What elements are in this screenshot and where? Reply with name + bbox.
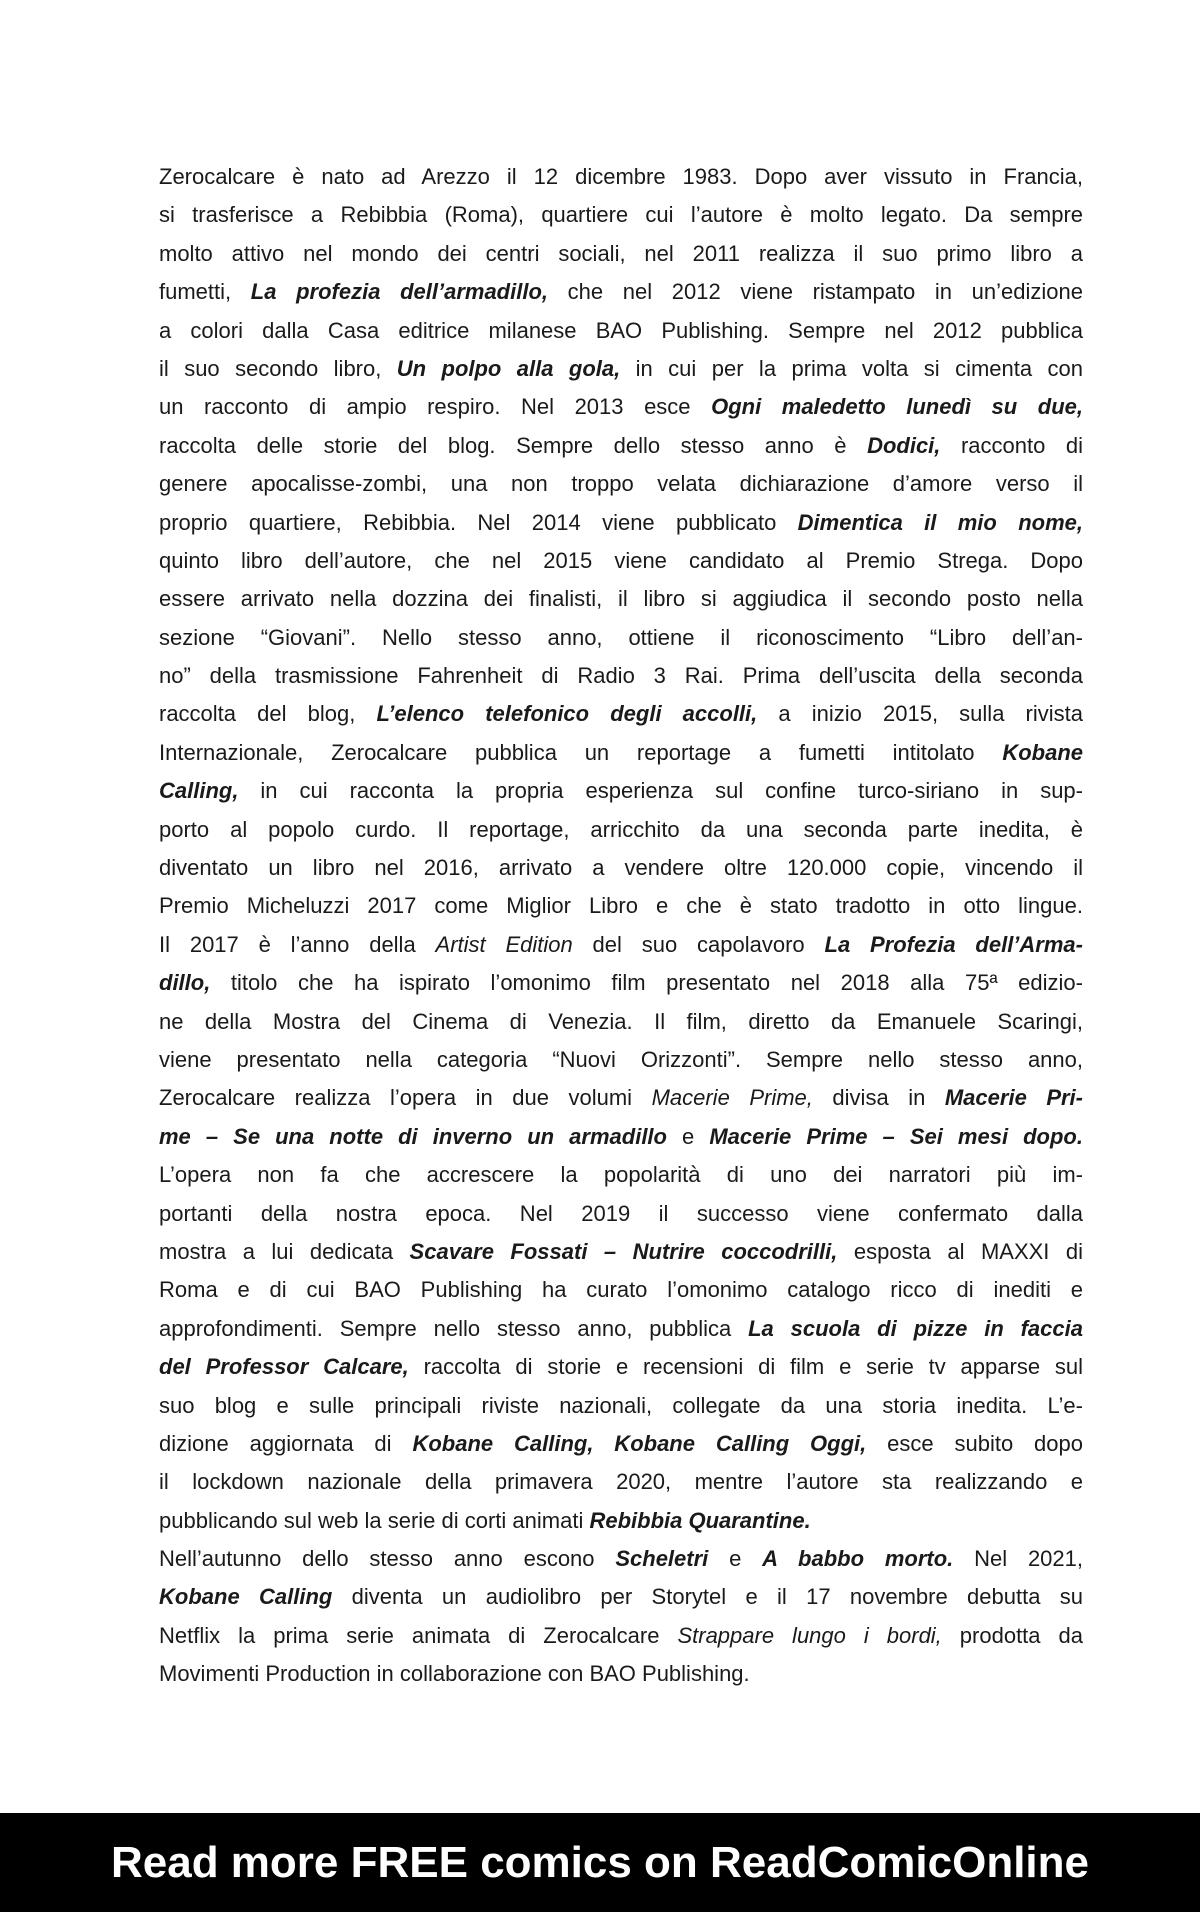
text-segment: Il 2017 è l’anno della <box>159 931 436 957</box>
text-line <box>159 388 1083 426</box>
text-line <box>159 772 1083 810</box>
text-line <box>159 1195 1083 1233</box>
book-title: L’elenco telefonico degli accolli, <box>376 701 758 727</box>
text-line <box>159 1617 1083 1655</box>
book-title: Macerie Prime – Sei mesi dopo. <box>709 1123 1083 1149</box>
book-title: La Profezia dell’Arma- <box>824 931 1083 957</box>
text-segment: ne della Mostra del Cinema di Venezia. Il film, diretto da Emanuele Scaringi, <box>159 1008 1083 1034</box>
book-title: Dodici, <box>867 432 941 458</box>
text-segment: il suo secondo libro, <box>159 355 397 381</box>
text-segment: Nell’autunno dello stesso anno escono <box>159 1546 616 1572</box>
book-title: Rebibbia Quarantine. <box>589 1507 811 1533</box>
text-segment: raccolta delle storie del blog. Sempre dello stesso anno è <box>159 432 868 458</box>
book-title: me – Se una notte di inverno un armadillo <box>159 1123 667 1149</box>
text-line <box>159 1233 1083 1271</box>
text-segment: viene presentato nella categoria “Nuovi Orizzonti”. Sempre nello stesso anno, <box>159 1046 1083 1072</box>
text-line <box>159 1348 1083 1386</box>
text-segment: Premio Micheluzzi 2017 come Miglior Libro e che è stato tradotto in otto lingue. <box>159 893 1083 919</box>
text-segment: che nel 2012 viene ristampato in un’edizione <box>548 279 1083 305</box>
text-segment: e <box>708 1546 763 1572</box>
text-segment: porto al popolo curdo. Il reportage, arricchito da una seconda parte inedita, è <box>159 816 1083 842</box>
text-segment: Nel 2021, <box>953 1546 1083 1572</box>
text-segment: portanti della nostra epoca. Nel 2019 il successo viene confermato dalla <box>159 1200 1083 1226</box>
book-title: Scavare Fossati – Nutrire coccodrilli, <box>409 1238 838 1264</box>
italic-text: Strappare lungo i bordi, <box>677 1622 942 1648</box>
text-line <box>159 1387 1083 1425</box>
text-line <box>159 1425 1083 1463</box>
text-segment: esce subito dopo <box>866 1430 1083 1456</box>
text-segment: mostra a lui dedicata <box>159 1238 410 1264</box>
text-segment: raccolta di storie e recensioni di film e serie tv apparse sul <box>408 1354 1083 1380</box>
text-segment: Internazionale, Zerocalcare pubblica un reportage a fumetti intitolato <box>159 739 1003 765</box>
text-segment: si trasferisce a Rebibbia (Roma), quartiere cui l’autore è molto legato. Da sempre <box>159 202 1083 228</box>
book-title: Kobane Calling <box>159 1584 333 1610</box>
text-segment: essere arrivato nella dozzina dei finalisti, il libro si aggiudica il secondo posto nella <box>159 586 1083 612</box>
text-segment: un racconto di ampio respiro. Nel 2013 esce <box>159 394 712 420</box>
text-segment: quinto libro dell’autore, che nel 2015 viene candidato al Premio Strega. Dopo <box>159 547 1083 573</box>
text-segment: proprio quartiere, Rebibbia. Nel 2014 viene pubblicato <box>159 509 798 535</box>
text-segment: molto attivo nel mondo dei centri sociali, nel 2011 realizza il suo primo libro a <box>159 240 1083 266</box>
text-line <box>159 811 1083 849</box>
book-title: Kobane <box>1002 739 1083 765</box>
text-line <box>159 196 1083 234</box>
promo-banner[interactable] <box>0 1813 1200 1912</box>
text-line <box>159 1003 1083 1041</box>
text-line <box>159 849 1083 887</box>
book-title: Ogni maledetto lunedì su due, <box>711 394 1084 420</box>
text-segment: in cui per la prima volta si cimenta con <box>620 355 1083 381</box>
text-segment: e <box>666 1123 710 1149</box>
text-line <box>159 887 1083 925</box>
text-line <box>159 1156 1083 1194</box>
biography-text <box>159 158 1083 1694</box>
text-line <box>159 542 1083 580</box>
text-line <box>159 235 1083 273</box>
text-line <box>159 465 1083 503</box>
text-line <box>159 580 1083 618</box>
book-title: Kobane Calling, Kobane Calling Oggi, <box>412 1430 867 1456</box>
text-segment: sezione “Giovani”. Nello stesso anno, ottiene il riconoscimento “Libro dell’an- <box>159 624 1083 650</box>
book-title: Dimentica il mio nome, <box>797 509 1083 535</box>
text-segment: pubblicando sul web la serie di corti animati <box>159 1507 590 1533</box>
text-line <box>159 427 1083 465</box>
text-segment: titolo che ha ispirato l’omonimo film presentato nel 2018 alla 75ª edizio- <box>210 970 1083 996</box>
text-segment: L’opera non fa che accrescere la popolarità di uno dei narratori più im- <box>159 1162 1083 1188</box>
text-line <box>159 1578 1083 1616</box>
text-line <box>159 1271 1083 1309</box>
text-segment: no” della trasmissione Fahrenheit di Radio 3 Rai. Prima dell’uscita della seconda <box>159 663 1083 689</box>
text-segment: diventato un libro nel 2016, arrivato a vendere oltre 120.000 copie, vincendo il <box>159 855 1083 881</box>
text-segment: approfondimenti. Sempre nello stesso anno, pubblica <box>159 1315 749 1341</box>
text-line <box>159 504 1083 542</box>
book-title: La profezia dell’armadillo, <box>250 279 549 305</box>
text-line <box>159 273 1083 311</box>
text-segment: prodotta da <box>941 1622 1083 1648</box>
book-title: Scheletri <box>615 1546 709 1572</box>
text-segment: a inizio 2015, sulla rivista <box>757 701 1084 727</box>
text-line <box>159 1079 1083 1117</box>
text-line <box>159 312 1083 350</box>
text-segment: diventa un audiolibro per Storytel e il 17 novembre debutta su <box>332 1584 1083 1610</box>
book-title: dillo, <box>159 970 211 996</box>
text-line <box>159 1463 1083 1501</box>
text-segment: in cui racconta la propria esperienza sul confine turco-siriano in sup- <box>238 778 1083 804</box>
text-segment: fumetti, <box>159 279 251 305</box>
text-segment: del suo capolavoro <box>572 931 825 957</box>
text-segment: Zerocalcare realizza l’opera in due volumi <box>159 1085 652 1111</box>
italic-text: Macerie Prime, <box>651 1085 813 1111</box>
text-segment: divisa in <box>812 1085 945 1111</box>
text-segment: il lockdown nazionale della primavera 2020, mentre l’autore sta realizzando e <box>159 1469 1083 1495</box>
text-line <box>159 657 1083 695</box>
text-segment: raccolta del blog, <box>159 701 377 727</box>
text-segment: Roma e di cui BAO Publishing ha curato l’omonimo catalogo ricco di inediti e <box>159 1277 1083 1303</box>
text-segment: suo blog e sulle principali riviste nazionali, collegate da una storia inedita. L’e- <box>159 1392 1083 1418</box>
text-line <box>159 695 1083 733</box>
italic-text: Artist Edition <box>435 931 573 957</box>
text-segment: genere apocalisse-zombi, una non troppo velata dichiarazione d’amore verso il <box>159 471 1083 497</box>
text-segment: dizione aggiornata di <box>159 1430 413 1456</box>
text-segment: Zerocalcare è nato ad Arezzo il 12 dicembre 1983. Dopo aver vissuto in Francia, <box>159 164 1083 189</box>
text-segment: a colori dalla Casa editrice milanese BAO Publishing. Sempre nel 2012 pubblica <box>159 317 1083 343</box>
text-line <box>159 1502 1083 1540</box>
book-title: Macerie Pri- <box>944 1085 1083 1111</box>
text-segment: Movimenti Production in collaborazione con BAO Publishing. <box>159 1661 750 1687</box>
text-line <box>159 350 1083 388</box>
book-title: Calling, <box>159 778 239 804</box>
text-line <box>159 1310 1083 1348</box>
book-title: del Professor Calcare, <box>159 1354 409 1380</box>
text-segment: esposta al MAXXI di <box>837 1238 1084 1264</box>
text-line <box>159 158 1083 196</box>
book-title: Un polpo alla gola, <box>396 355 621 381</box>
text-line <box>159 1655 1083 1693</box>
promo-banner-text[interactable]: Read more FREE comics on ReadComicOnline <box>110 1837 1089 1887</box>
book-title: La scuola di pizze in faccia <box>748 1315 1083 1341</box>
text-line <box>159 1041 1083 1079</box>
text-line <box>159 619 1083 657</box>
text-line <box>159 926 1083 964</box>
book-title: A babbo morto. <box>762 1546 954 1572</box>
text-segment: racconto di <box>940 432 1083 458</box>
text-line <box>159 964 1083 1002</box>
text-segment: Netflix la prima serie animata di Zerocalcare <box>159 1622 678 1648</box>
text-line <box>159 1540 1083 1578</box>
text-line <box>159 1118 1083 1156</box>
text-line <box>159 734 1083 772</box>
